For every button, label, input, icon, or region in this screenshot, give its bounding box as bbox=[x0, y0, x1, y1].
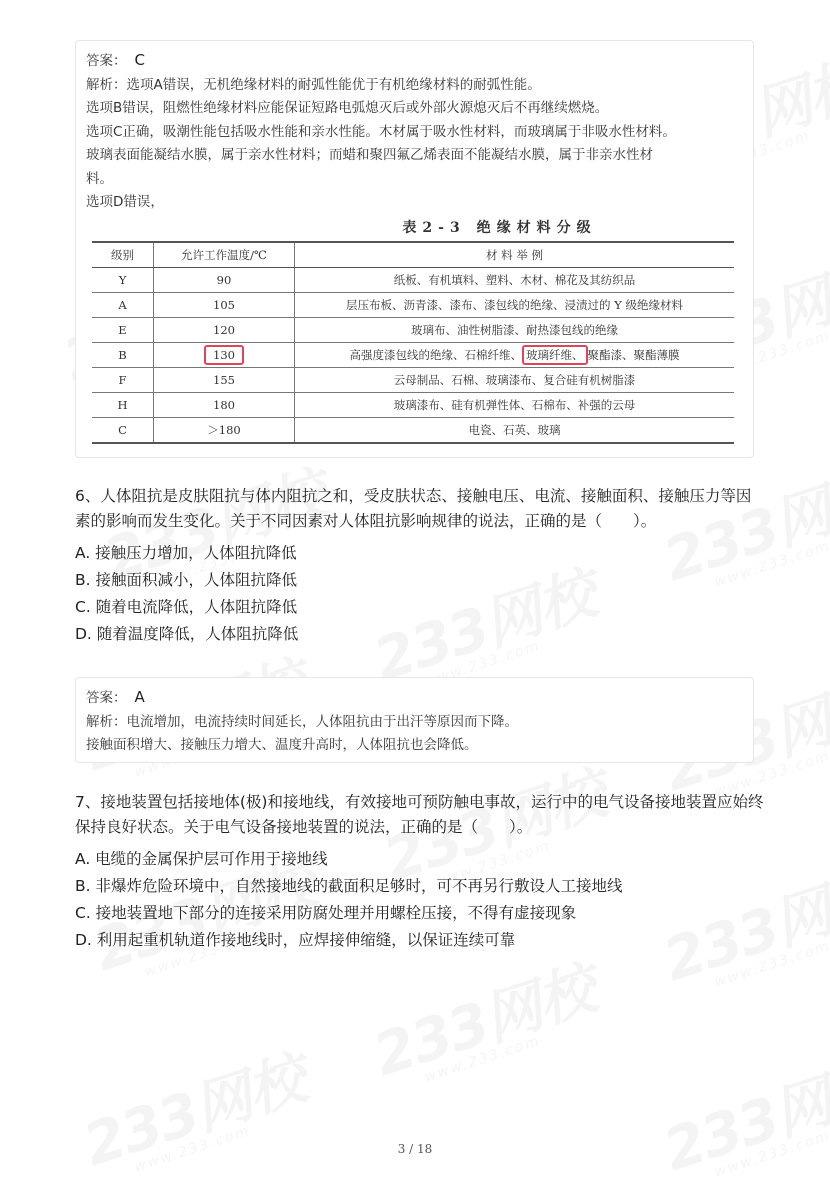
materials-cell: 高强度漆包线的绝缘、石棉纤维、 玻璃纤维、 聚酯漆、聚酯薄膜 bbox=[295, 342, 735, 367]
grade-cell: B bbox=[92, 342, 154, 367]
temp-cell: 90 bbox=[154, 267, 295, 292]
insulation-grade-table bbox=[92, 241, 734, 444]
option-b[interactable]: B. 非爆炸危险环境中，自然接地线的截面积足够时，可不再另行敷设人工接地线 bbox=[75, 877, 623, 895]
table-header: 材 料 举 例 bbox=[295, 242, 735, 268]
temp-cell: 105 bbox=[154, 292, 295, 317]
answer-label: 答案： bbox=[86, 53, 127, 69]
temp-cell: ＞180 bbox=[154, 417, 295, 443]
materials-cell: 玻璃布、油性树脂漆、耐热漆包线的绝缘 bbox=[295, 317, 735, 342]
grade-cell: C bbox=[92, 417, 154, 443]
table-row bbox=[92, 292, 734, 317]
option-c[interactable]: C. 接地装置地下部分的连接采用防腐处理并用螺栓压接，不得有虚接现象 bbox=[75, 904, 577, 922]
analysis-line: 解析：选项A错误，无机绝缘材料的耐弧性能优于有机绝缘材料的耐弧性能。 bbox=[86, 76, 541, 93]
page-number: 3 / 18 bbox=[397, 1142, 433, 1156]
materials-cell: 云母制品、石棉、玻璃漆布、复合硅有机树脂漆 bbox=[295, 367, 735, 392]
question-6 bbox=[75, 484, 765, 648]
option-d[interactable]: D. 利用起重机轨道作接地线时，应焊接伸缩缝，以保证连续可靠 bbox=[75, 931, 516, 949]
table-row bbox=[92, 267, 734, 292]
temp-cell: 120 bbox=[154, 317, 295, 342]
table-row bbox=[92, 392, 734, 417]
answer-box-q6 bbox=[75, 677, 754, 763]
table-header: 级别 bbox=[92, 242, 154, 268]
analysis-line: 选项C正确，吸潮性能包括吸水性能和亲水性能。木材属于吸水性材料，而玻璃属于非吸水性材料。 bbox=[86, 123, 676, 140]
temp-cell bbox=[154, 342, 295, 367]
question-stem: 6、人体阻抗是皮肤阻抗与体内阻抗之和，受皮肤状态、接触电压、电流、接触面积、接触压力等因素的影响而发生变化。关于不同因素对人体阻抗影响规律的说法，正确的是（ ）。 bbox=[75, 487, 752, 530]
answer-line bbox=[86, 686, 743, 711]
analysis-line: 接触面积增大、接触压力增大、温度升高时，人体阻抗也会降低。 bbox=[86, 737, 478, 753]
table-header-row bbox=[92, 242, 734, 268]
watermark bbox=[72, 1032, 316, 1188]
table-row bbox=[92, 317, 734, 342]
answer-line bbox=[86, 49, 743, 74]
option-a[interactable]: A. 电缆的金属保护层可作用于接地线 bbox=[75, 850, 328, 868]
option-b[interactable]: B. 接触面积减小，人体阻抗降低 bbox=[75, 571, 297, 589]
materials-cell: 层压布板、沥青漆、漆布、漆包线的绝缘、浸渍过的 Y 级绝缘材料 bbox=[295, 292, 735, 317]
grade-cell: H bbox=[92, 392, 154, 417]
grade-cell: Y bbox=[92, 267, 154, 292]
question-stem: 7、接地装置包括接地体(极)和接地线，有效接地可预防触电事故，运行中的电气设备接地装置应始终保持良好状态。关于电气设备接地装置的说法，正确的是（ ）。 bbox=[75, 793, 764, 836]
answer-value: A bbox=[134, 688, 145, 706]
materials-cell: 玻璃漆布、硅有机弹性体、石棉布、补强的云母 bbox=[295, 392, 735, 417]
table-row bbox=[92, 367, 734, 392]
question-7 bbox=[75, 790, 765, 954]
analysis-line: 选项D错误， bbox=[86, 194, 164, 210]
analysis-line: 料。 bbox=[86, 170, 113, 187]
materials-cell: 电瓷、石英、玻璃 bbox=[295, 417, 735, 443]
grade-cell: F bbox=[92, 367, 154, 392]
answer-box-q5 bbox=[75, 40, 754, 458]
temp-cell: 155 bbox=[154, 367, 295, 392]
materials-cell: 纸板、有机填料、塑料、木材、棉花及其纺织品 bbox=[295, 267, 735, 292]
analysis-line: 选项B错误，阻燃性绝缘材料应能保证短路电弧熄灭后或外部火源熄灭后不再继续燃烧。 bbox=[86, 100, 609, 116]
table-row bbox=[92, 417, 734, 443]
grade-cell: A bbox=[92, 292, 154, 317]
highlight-box: 130 bbox=[204, 345, 244, 365]
analysis-line: 玻璃表面能凝结水膜，属于亲水性材料；而蜡和聚四氟乙烯表面不能凝结水膜，属于非亲水性材 bbox=[86, 147, 653, 163]
option-c[interactable]: C. 随着电流降低，人体阻抗降低 bbox=[75, 598, 298, 616]
grade-cell: E bbox=[92, 317, 154, 342]
answer-label: 答案： bbox=[86, 690, 127, 706]
option-d[interactable]: D. 随着温度降低，人体阻抗降低 bbox=[75, 625, 299, 643]
analysis-line: 解析：电流增加，电流持续时间延长，人体阻抗由于出汗等原因而下降。 bbox=[86, 713, 518, 730]
option-a[interactable]: A. 接触压力增加，人体阻抗降低 bbox=[75, 544, 297, 562]
table-row-highlighted bbox=[92, 342, 734, 367]
table-header: 允许工作温度/℃ bbox=[154, 242, 295, 268]
highlight-box: 玻璃纤维、 bbox=[522, 345, 588, 365]
table-title: 表2-3 绝缘材料分级 bbox=[402, 219, 597, 236]
answer-value: C bbox=[134, 51, 145, 69]
temp-cell: 180 bbox=[154, 392, 295, 417]
watermark bbox=[362, 942, 606, 1098]
watermark bbox=[652, 1037, 830, 1193]
